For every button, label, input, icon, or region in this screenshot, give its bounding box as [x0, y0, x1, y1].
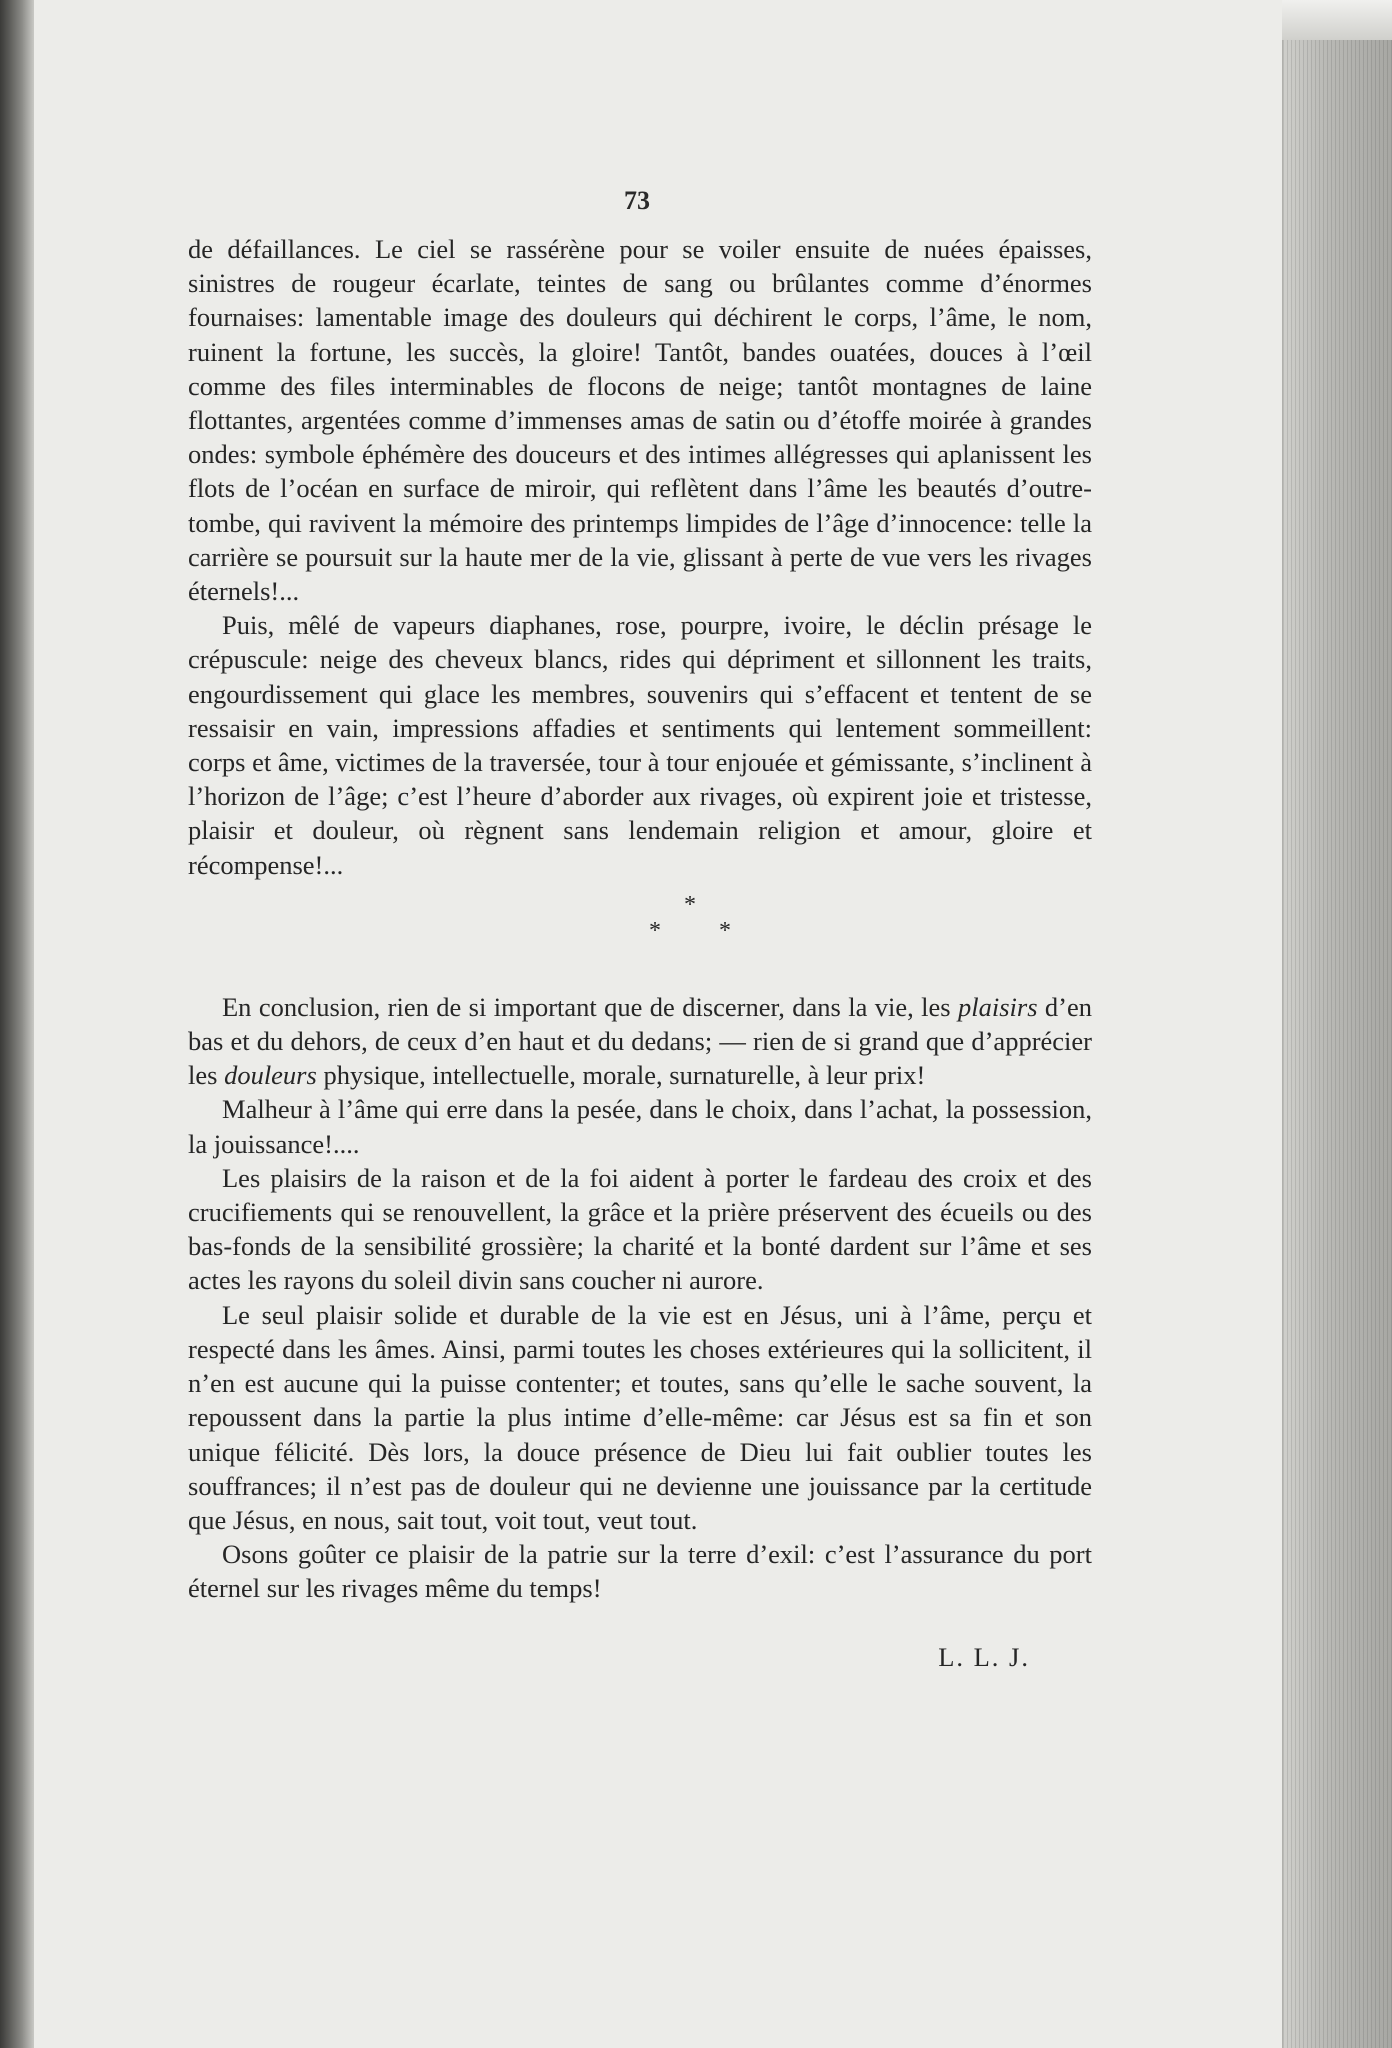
paragraph-3: [188, 990, 1092, 1093]
book-page: [34, 0, 1282, 2048]
emphasis-plaisirs: plaisirs: [957, 991, 1038, 1022]
asterism-separator: [188, 892, 1092, 944]
signature: L. L. J.: [938, 1641, 1030, 1672]
paragraph-1: de défaillances. Le ciel se rassérène pour se voiler ensuite de nuées épaisses, sinistres de rougeur écarlate, teintes de sang ou brûlantes comme d’énormes fournaises: lamentable image des douleurs qui déchirent le corps, l’âme, le nom, ruinent la fortune, les succès, la gloire! Tantôt, bandes ouatées, douces à l’œil comme des files interminables de flocons de neige; tantôt montagnes de laine flottantes, argentées comme d’immenses amas de satin ou d’étoffe moirée à grandes ondes: symbole éphémère des douceurs et des intimes allégresses qui aplanissent les flots de l’océan en surface de miroir, qui reflètent dans l’âme les beautés d’outre-tombe, qui ravivent la mémoire des printemps limpides de l’âge d’innocence: telle la carrière se poursuit sur la haute mer de la vie, glissant à perte de vue vers les rivages éternels!...: [188, 234, 1092, 607]
book-page-edges: [1282, 40, 1392, 2048]
emphasis-douleurs: douleurs: [224, 1060, 317, 1091]
body-text: [188, 232, 1092, 1674]
paragraph-7: Osons goûter ce plaisir de la patrie sur la terre d’exil: c’est l’assurance du port éternel sur les rivages même du temps!: [188, 1539, 1092, 1604]
paragraph-3-part-1: En conclusion, rien de si important que de discerner, dans la vie, les: [222, 991, 958, 1022]
paragraph-4: Malheur à l’âme qui erre dans la pesée, dans le choix, dans l’achat, la possession, la jouissance!....: [188, 1094, 1092, 1159]
paragraph-2: Puis, mêlé de vapeurs diaphanes, rose, pourpre, ivoire, le déclin présage le crépuscule: neige des cheveux blancs, rides qui dépriment et sillonnent les traits, engourdissement qui glace les membres, souvenirs qui s’effacent et tentent de se ressaisir en vain, impressions affadies et sentiments qui lentement sommeillent: corps et âme, victimes de la traversée, tour à tour enjouée et gémissante, s’inclinent à l’horizon de l’âge; c’est l’heure d’aborder aux rivages, où expirent joie et tristesse, plaisir et douleur, où règnent sans lendemain religion et amour, gloire et récompense!...: [188, 610, 1092, 880]
page-edges-top: [1282, 0, 1392, 40]
scan-left-edge: [0, 0, 34, 2048]
paragraph-6: Le seul plaisir solide et durable de la vie est en Jésus, uni à l’âme, perçu et respecté dans les âmes. Ainsi, parmi toutes les choses extérieures qui la sollicitent, il n’en est aucune qui la puisse contenter; et toutes, sans qu’elle le sache souvent, la repoussent dans la partie la plus intime d’elle-même: car Jésus est sa fin et son unique félicité. Dès lors, la douce présence de Dieu lui fait oublier toutes les souffrances; il n’est pas de douleur qui ne devienne une jouissance par la certitude que Jésus, en nous, sait tout, voit tout, veut tout.: [188, 1299, 1092, 1535]
paragraph-5: Les plaisirs de la raison et de la foi aident à porter le fardeau des croix et des crucifiements qui se renouvellent, la grâce et la prière préservent des écueils ou des bas-fonds de la sensibilité grossière; la charité et la bonté dardent sur l’âme et ses actes les rayons du soleil divin sans coucher ni aurore.: [188, 1162, 1092, 1296]
page-number: 73: [624, 186, 650, 215]
paragraph-3-part-2: d’en bas et du dehors, de ceux d’en haut et du dedans; — rien de si grand que d’apprécier les: [188, 991, 1092, 1091]
asterism-top: *: [684, 891, 696, 918]
asterism-bottom: * *: [649, 917, 757, 944]
paragraph-3-part-3: physique, intellectuelle, morale, surnaturelle, à leur prix!: [316, 1060, 926, 1091]
